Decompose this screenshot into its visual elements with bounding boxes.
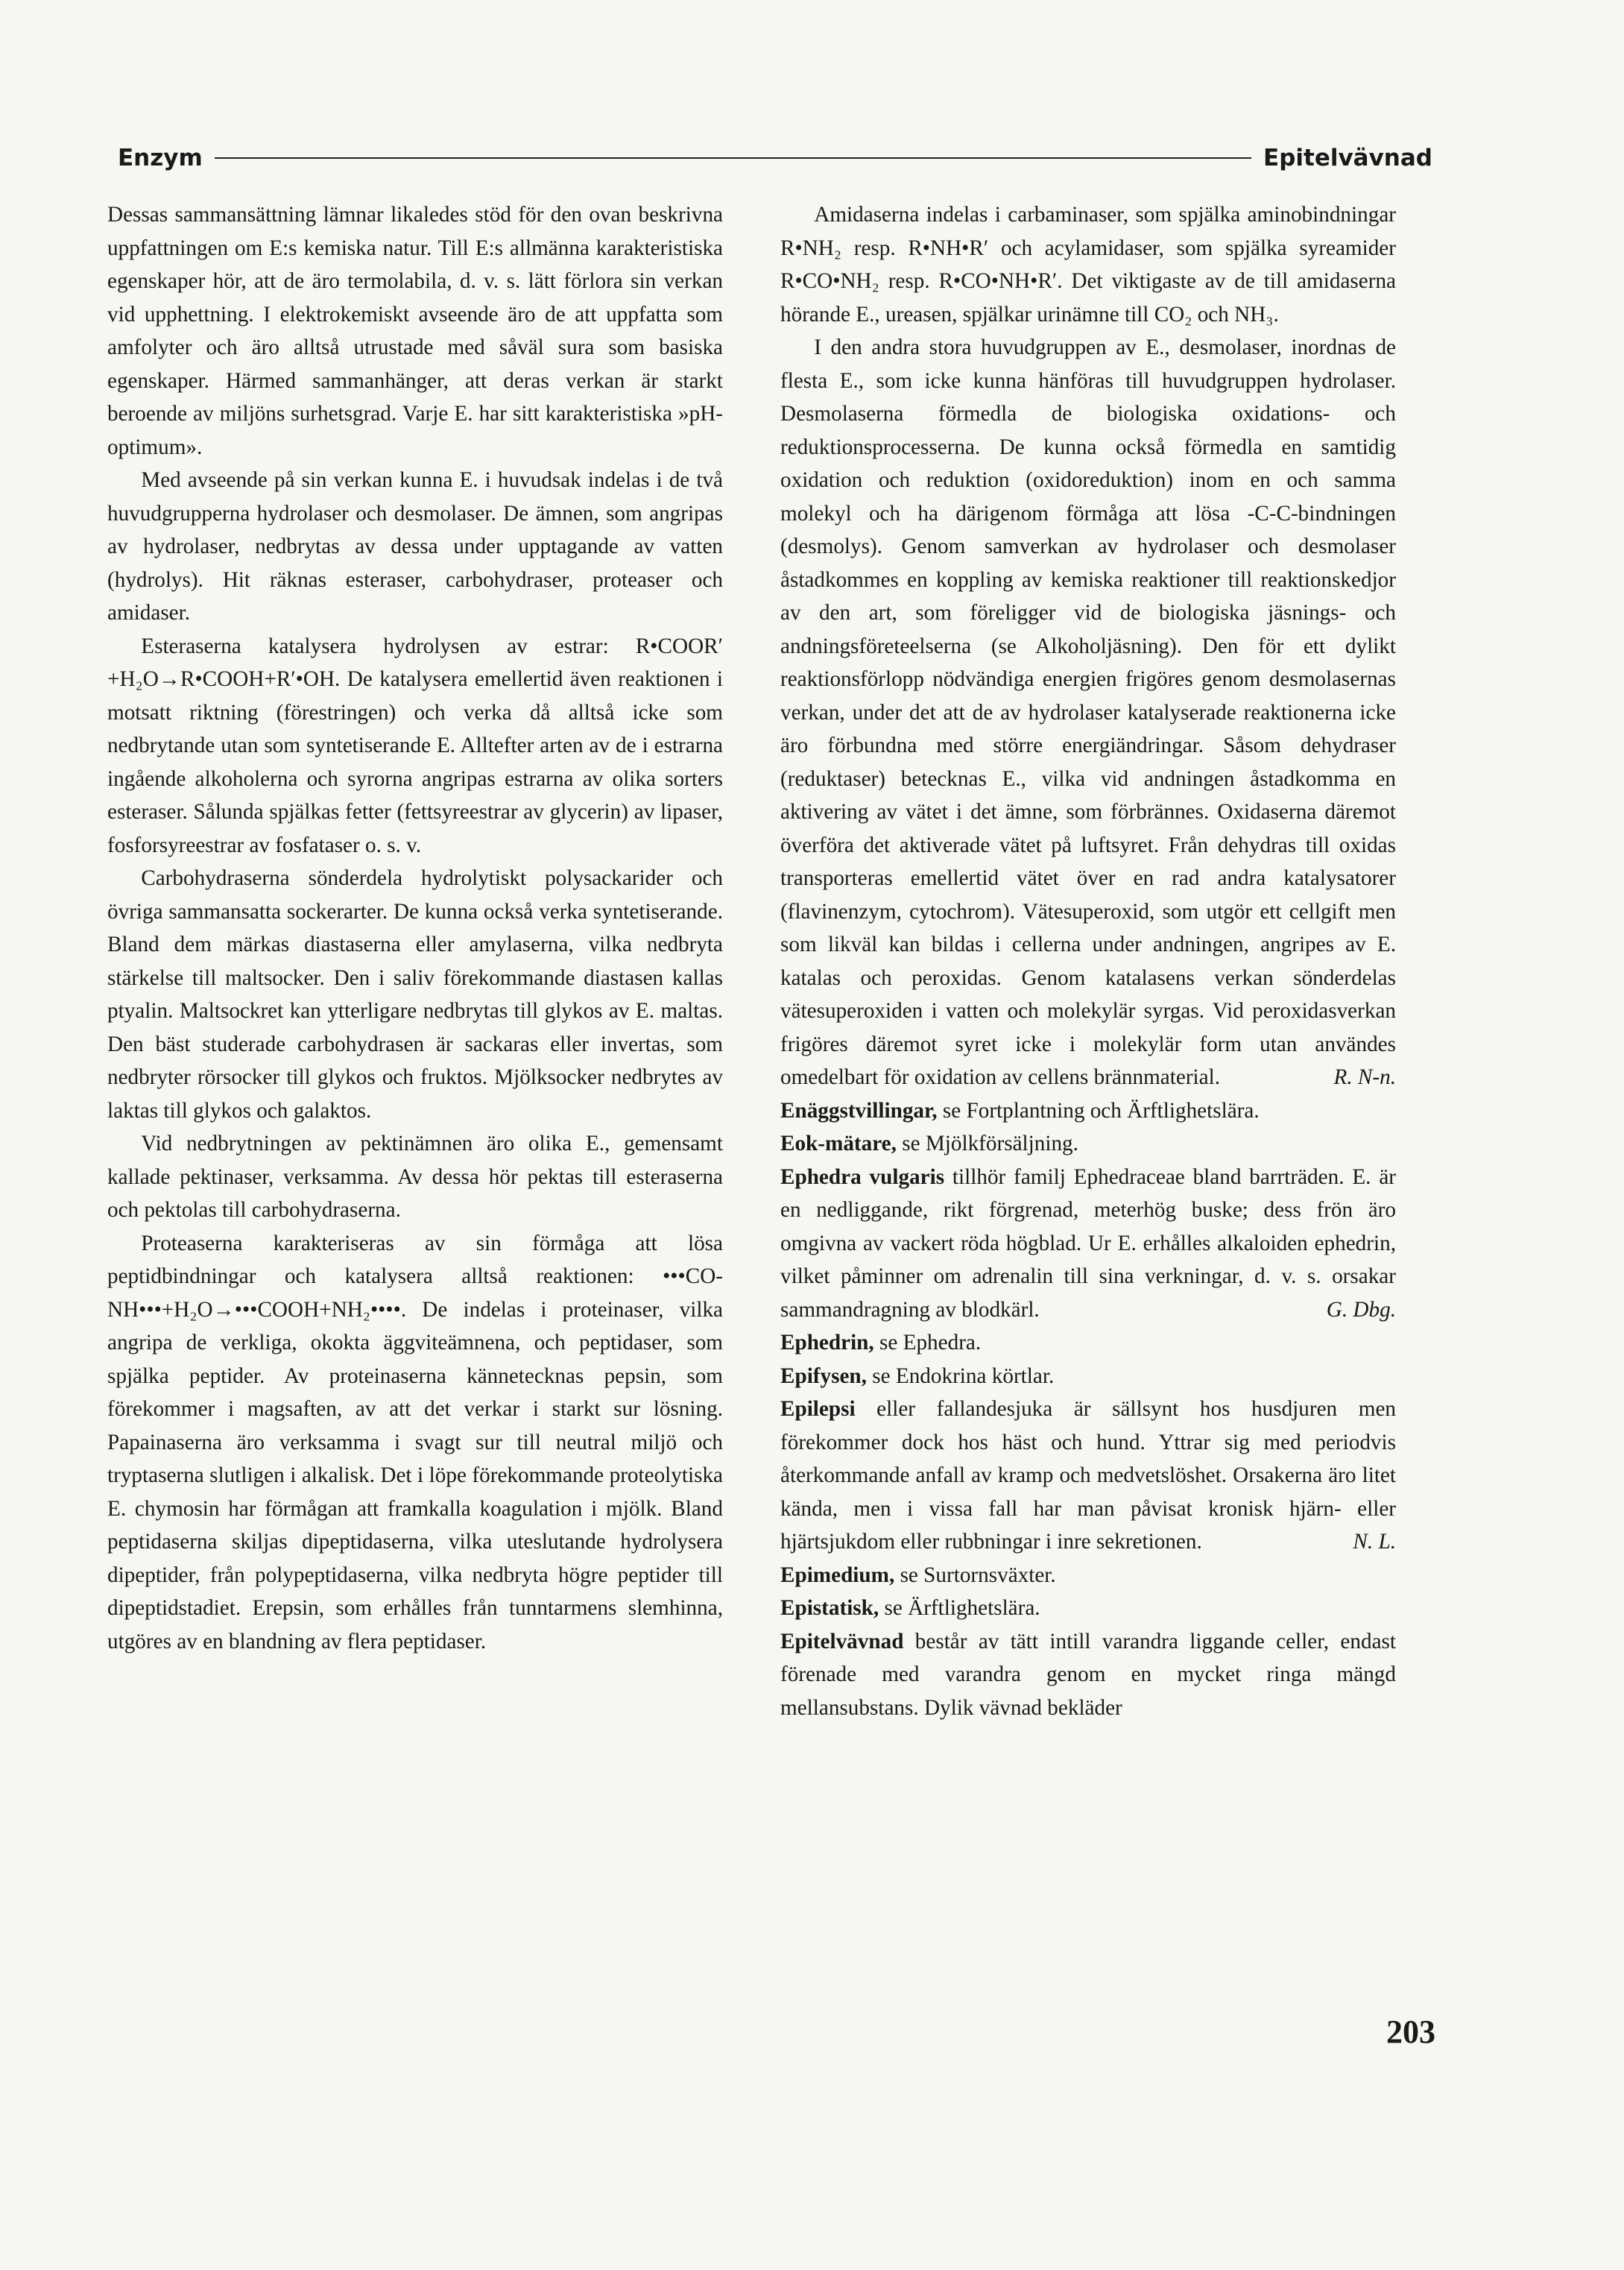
paragraph-text: Proteaserna karakteriseras av sin förmåga att lösa peptidbindningar och katalysera alltså reaktionen: •••CO-NH•••+H₂O→•••COOH+NH₂••••. De indelas i proteinaser, vilka angripa de verkliga, okokta äggviteämnena, och peptidaser, som spjälka peptider. Av proteinaserna kännetecknas pepsin, som förekommer i magsaften, av att det verkar i starkt sur lösning. Papainaserna äro verksamma i svagt sur till neutral miljö och tryptaserna slutligen i alkalisk. Det i löpe förekommande proteolytiska E. chymosin har förmågan att framkalla koagulation i mjölk. Bland peptidaserna skiljas dipeptidaserna, vilka uteslutande hydrolysera dipeptider, från polypeptidaserna, vilka nedbryta högre peptider till dipeptidstadiet. Erepsin, som erhålles från tunntarmens slemhinna, utgöres av en blandning av flera peptidaser. — [107, 1231, 723, 1653]
lexicon-entry — [780, 1625, 1396, 1725]
entry-headword: Epifysen, — [780, 1363, 867, 1388]
lexicon-entry — [780, 1592, 1396, 1625]
paragraph-text: se Fortplantning och Ärftlighetslära. — [937, 1098, 1260, 1123]
lexicon-entry — [780, 1127, 1396, 1161]
paragraph-text: I den andra stora huvudgruppen av E., desmolaser, inordnas de flesta E., som icke kunna hänföras till huvudgruppen hydrolaser. Desmolaserna förmedla de biologiska oxidations- och reduktionsprocesserna. De kunna också förmedla en samtidig oxidation och reduktion (oxidoreduktion) inom en och samma molekyl och ha därigenom förmåga att lösa -C-C-bindningen (desmolys). Genom samverkan av hydrolaser och desmolaser åstadkommes en koppling av kemiska reaktioner till reaktionskedjor av den art, som föreligger vid de biologiska jäsnings- och andningsföreteelserna (se Alkoholjäsning). Den för ett dylikt reaktionsförlopp nödvändiga energien frigöres genom desmolasernas verkan, under det att de av hydrolaser katalyserade reaktionerna icke äro förbundna med större energiändringar. Såsom dehydraser (reduktaser) betecknas E., vilka vid andningen åstadkomma en aktivering av vätet i det ämne, som förbrännes. Oxidaserna däremot överföra det aktiverade vätet på luftsyret. Från dehydras till oxidas transporteras emellertid vätet över en rad andra katalysatorer (flavinenzym, cytochrom). Vätesuperoxid, som utgör ett cellgift men som likväl kan bildas i cellerna under andningen, angripes av E. katalas och peroxidas. Genom katalasens verkan sönderdelas vätesuperoxiden i vatten och molekylär syrgas. Vid peroxidasverkan frigöres däremot syret icke i molekylär form utan användes omedelbart för oxidation av cellens brännmaterial. — [780, 335, 1396, 1089]
paragraph-text: Vid nedbrytningen av pektinämnen äro olika E., gemensamt kallade pektinaser, verksamma. Av dessa hör pektas till esteraserna och pektolas till carbohydraserna. — [107, 1132, 723, 1222]
paragraph-text: Med avseende på sin verkan kunna E. i huvudsak indelas i de två huvudgrupperna hydrolaser och desmolaser. De ämnen, som angripas av hydrolaser, nedbrytas av dessa under upptagande av vatten (hydrolys). Hit räknas esteraser, carbohydraser, proteaser och amidaser. — [107, 468, 723, 625]
paragraph-text: består av tätt intill varandra liggande celler, endast förenade med varandra genom en mycket ringa mängd mellansubstans. Dylik vävnad bekläder — [780, 1629, 1396, 1720]
right-column — [780, 198, 1396, 1724]
lexicon-entry — [780, 1161, 1396, 1327]
paragraph-text: se Ärftlighetslära. — [879, 1596, 1040, 1620]
paragraph-text: se Surtornsväxter. — [894, 1563, 1056, 1587]
paragraph — [107, 862, 723, 1127]
lexicon-entry — [780, 1393, 1396, 1559]
paragraph — [107, 464, 723, 630]
paragraph-text: se Mjölkförsäljning. — [896, 1132, 1078, 1156]
paragraph-text: Carbohydraserna sönderdela hydrolytiskt polysackarider och övriga sammansatta sockerarter. De kunna också verka syntetiserande. Bland dem märkas diastaserna eller amylaserna, vilka nedbryta stärkelse till maltsocker. Den i saliv förekommande diastasen kallas ptyalin. Maltsockret kan ytterligare nedbrytas till glykos av E. maltas. Den bäst studerade carbohydrasen är sackaras eller invertas, som nedbryter rörsocker till glykos och fruktos. Mjölksocker nedbrytes av laktas till glykos och galaktos. — [107, 866, 723, 1123]
paragraph-text: se Ephedra. — [873, 1331, 982, 1355]
entry-headword: Eok-mätare, — [780, 1132, 897, 1156]
header-left-word: Enzym — [118, 145, 203, 171]
author-signature: R. N-n. — [1333, 1065, 1396, 1089]
entry-headword: Enäggstvillingar, — [780, 1098, 938, 1123]
left-column — [107, 198, 723, 1658]
entry-headword: Ephedra vulgaris — [780, 1164, 945, 1189]
entry-headword: Ephedrin, — [780, 1331, 874, 1355]
lexicon-entry — [780, 1559, 1396, 1592]
header-right-word: Epitelvävnad — [1263, 145, 1432, 171]
paragraph-text: Esteraserna katalysera hydrolysen av estrar: R•COOR′+H₂O→R•COOH+R′•OH. De katalysera emellertid även reaktionen i motsatt riktning (förestringen) och verka då alltså icke som nedbrytande utan som syntetiserande E. Alltefter arten av de i estrarna ingående alkoholerna och syrorna angripas estrarna av olika sorters esteraser. Sålunda spjälkas fetter (fettsyreestrar av glycerin) av lipaser, fosforsyreestrar av fosfataser o. s. v. — [107, 634, 723, 857]
paragraph — [107, 630, 723, 863]
lexicon-entry — [780, 1326, 1396, 1360]
page-header — [118, 140, 1432, 176]
paragraph-text: se Endokrina körtlar. — [866, 1363, 1055, 1388]
paragraph-text: eller fallandesjuka är sällsynt hos husdjuren men förekommer dock hos häst och hund. Yttrar sig med periodvis återkommande anfall av kramp och medvetslöshet. Orsakerna äro litet kända, men i vissa fall har man påvisat kronisk hjärn- eller hjärtsjukdom eller rubbningar i inre sekretionen. — [780, 1397, 1396, 1554]
paragraph — [780, 331, 1396, 1094]
author-signature: N. L. — [1353, 1530, 1396, 1554]
paragraph — [107, 198, 723, 464]
author-signature: G. Dbg. — [1326, 1297, 1396, 1322]
paragraph-text: Amidaserna indelas i carbaminaser, som spjälka aminobindningar R•NH₂ resp. R•NH•R′ och acylamidaser, som spjälka syreamider R•CO•NH₂ resp. R•CO•NH•R′. Det viktigaste av de till amidaserna hörande E., ureasen, spjälkar urinämne till CO₂ och NH₃. — [780, 203, 1396, 327]
entry-headword: Epitelvävnad — [780, 1629, 904, 1653]
lexicon-entry — [780, 1094, 1396, 1128]
entry-headword: Epilepsi — [780, 1397, 856, 1421]
entry-headword: Epimedium, — [780, 1563, 895, 1587]
paragraph — [780, 198, 1396, 331]
paragraph — [107, 1127, 723, 1227]
paragraph — [107, 1227, 723, 1659]
lexicon-entry — [780, 1360, 1396, 1393]
page-number: 203 — [1386, 2014, 1435, 2050]
header-rule — [215, 157, 1251, 159]
paragraph-text: tillhör familj Ephedraceae bland barrträden. E. är en nedliggande, rikt förgrenad, meterhög buske; dess frön äro omgivna av vackert röda högblad. Ur E. erhålles alkaloiden ephedrin, vilket påminner om adrenalin till sina verkningar, d. v. s. orsakar sammandragning av blodkärl. — [780, 1164, 1397, 1322]
paragraph-text: Dessas sammansättning lämnar likaledes stöd för den ovan beskrivna uppfattningen om E:s kemiska natur. Till E:s allmänna karakteristiska egenskaper hör, att de äro termolabila, d. v. s. lätt förlora sin verkan vid upphettning. I elektrokemiskt avseende äro de att uppfatta som amfolyter och äro alltså utrustade med såväl sura som basiska egenskaper. Härmed sammanhänger, att deras verkan är starkt beroende av miljöns surhetsgrad. Varje E. har sitt karakteristiska »pH-optimum». — [107, 203, 723, 459]
entry-headword: Epistatisk, — [780, 1596, 879, 1620]
